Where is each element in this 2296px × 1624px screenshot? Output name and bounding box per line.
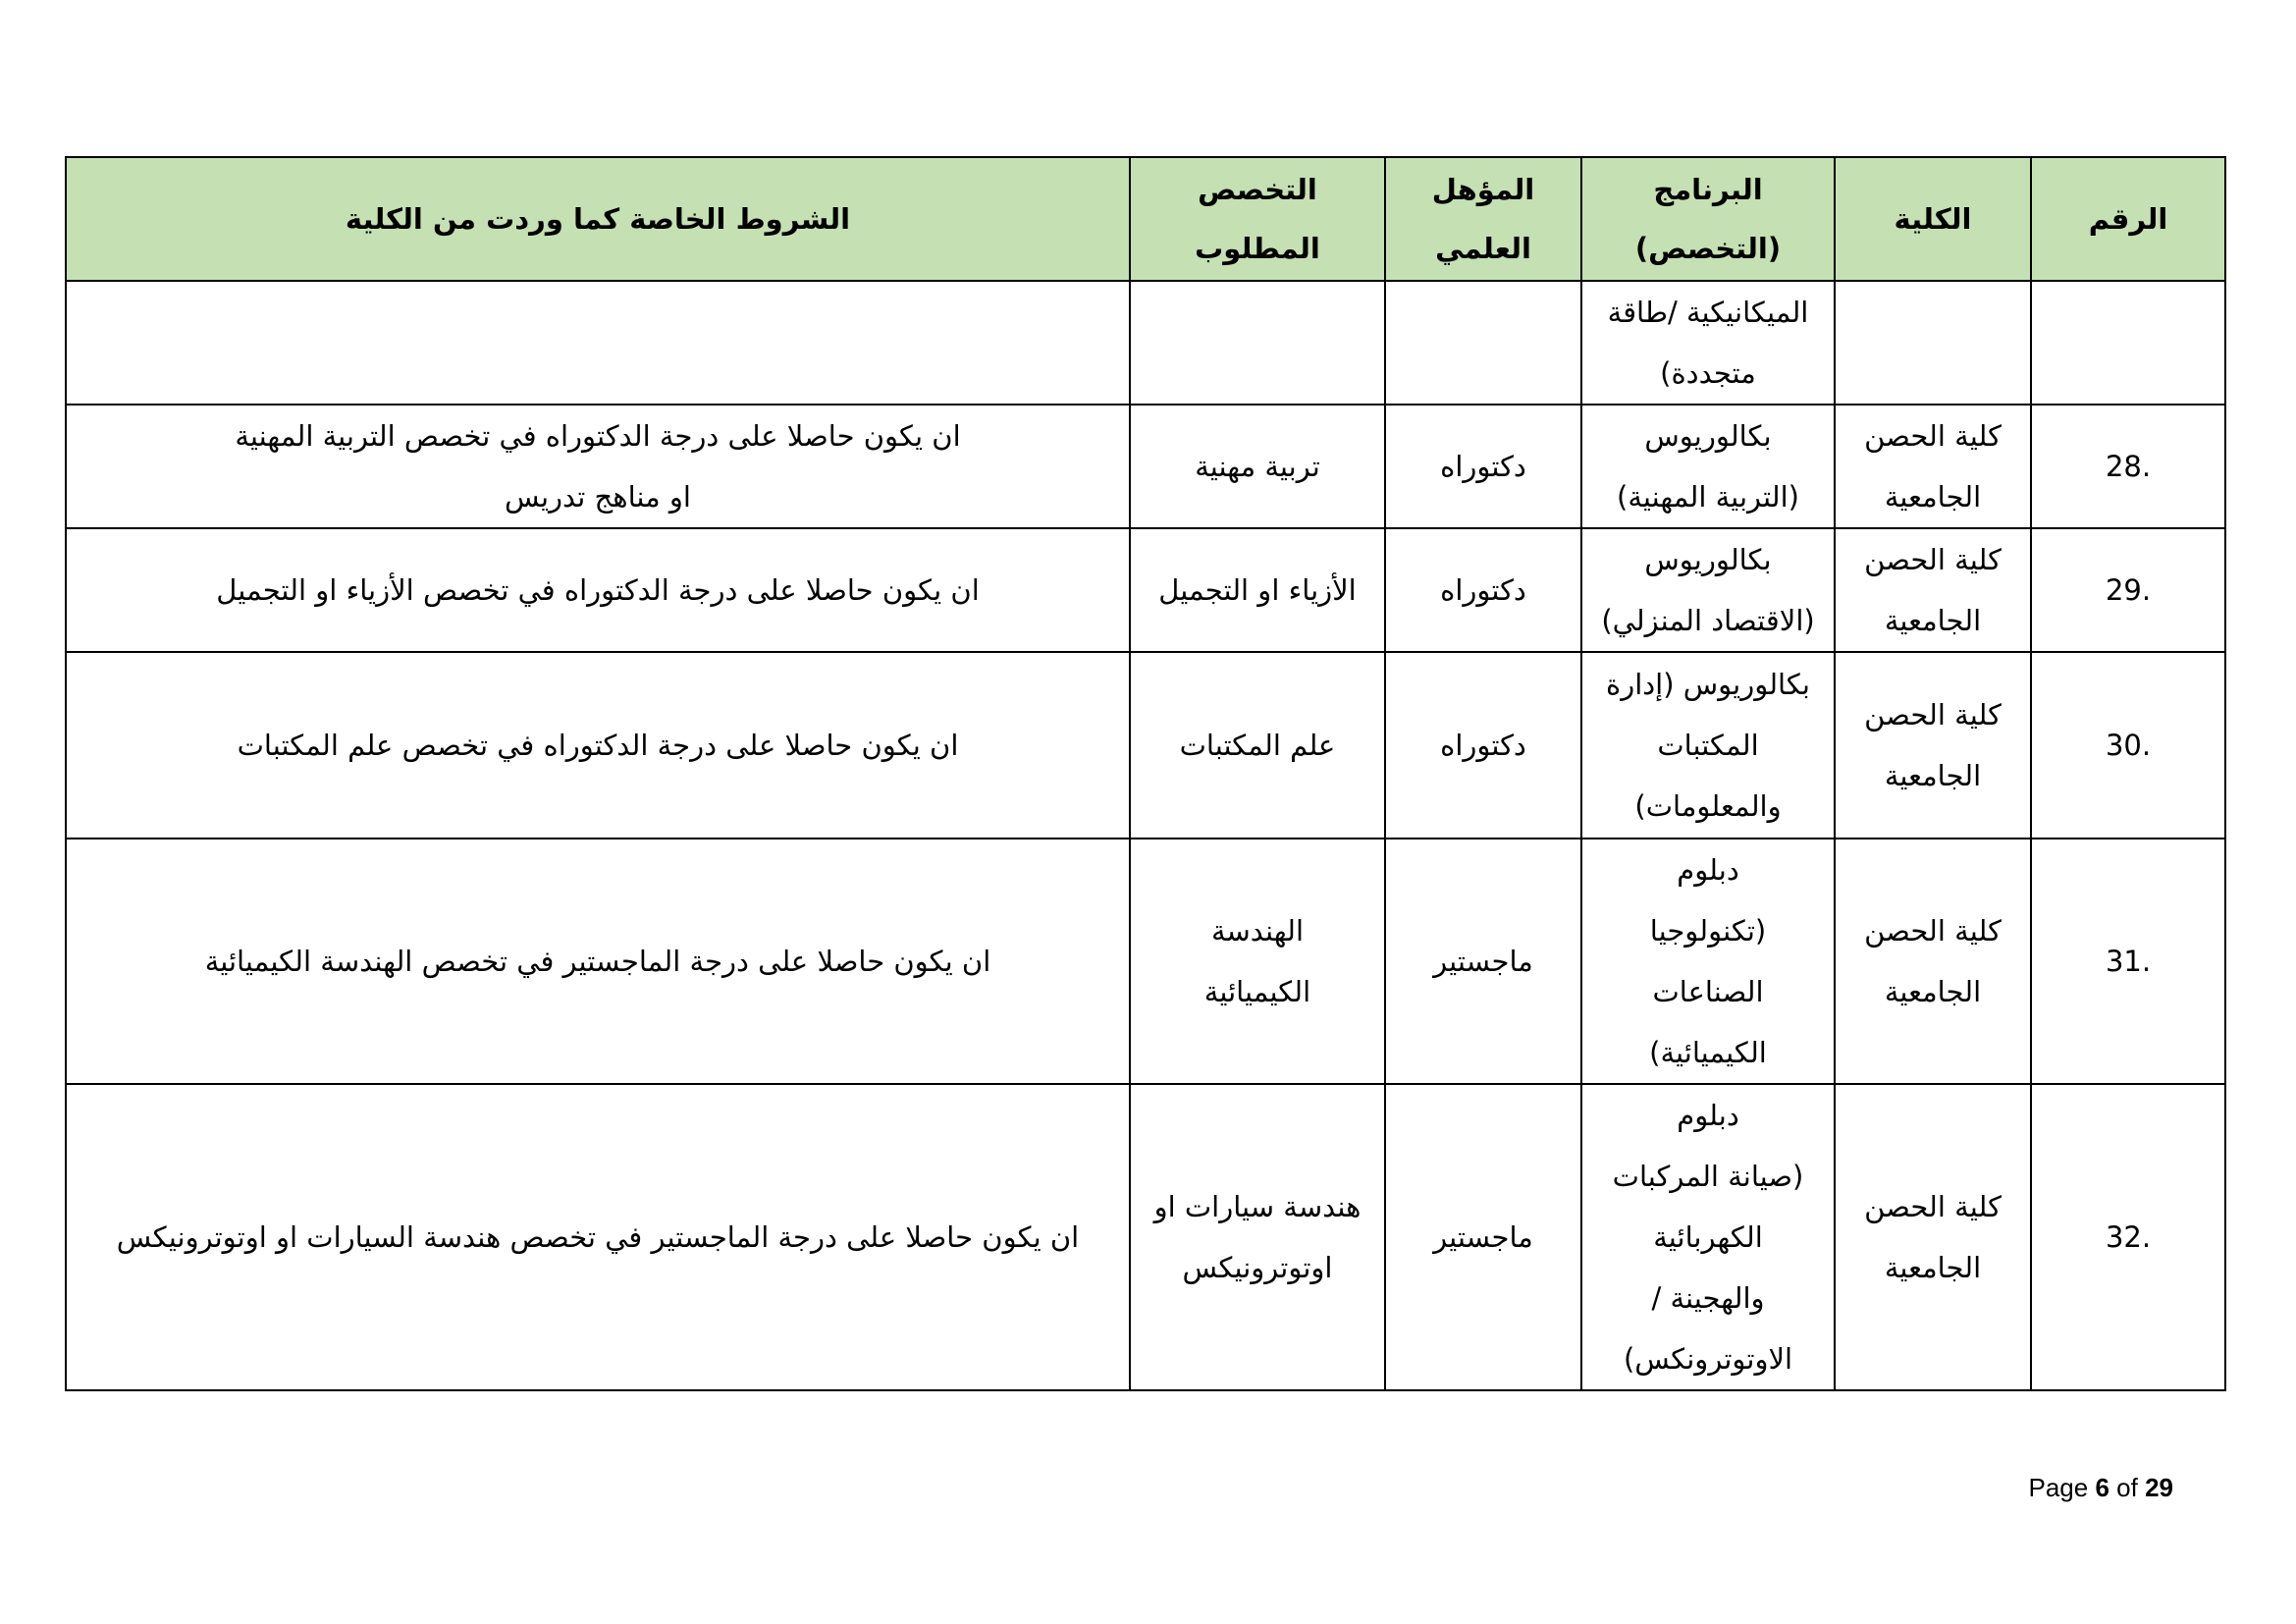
cell-program-line: الكهربائية <box>1653 1220 1763 1254</box>
cell-program <box>1581 652 1835 839</box>
page-label: Page <box>2028 1473 2089 1502</box>
cell-specialization-line: الهندسة <box>1210 914 1305 947</box>
cell-qualification: دكتوراه <box>1385 405 1581 528</box>
cell-conditions <box>66 652 1130 839</box>
cell-specialization <box>1130 528 1385 652</box>
cell-conditions-line: ان يكون حاصلا على درجة الدكتوراه في تخصص التربية المهنية <box>235 419 961 453</box>
cell-college-line: الجامعية <box>1884 975 1982 1008</box>
header-college: الكلية <box>1835 157 2031 281</box>
cell-program-line: متجددة) <box>1660 356 1756 390</box>
cell-college-line: كلية الحصن <box>1864 1190 2002 1223</box>
cell-specialization <box>1130 652 1385 839</box>
table-row <box>66 839 2225 1084</box>
header-qualification-line: العلمي <box>1435 232 1531 265</box>
cell-program-line: دبلوم <box>1677 1099 1739 1132</box>
cell-number <box>2031 405 2225 528</box>
row-number: 28. <box>2105 450 2152 483</box>
header-specialization-line: التخصص <box>1198 173 1317 206</box>
header-program-line: البرنامج <box>1653 173 1763 206</box>
table-body <box>66 281 2225 1390</box>
page-total: 29 <box>2145 1473 2173 1502</box>
header-qualification <box>1385 157 1581 281</box>
cell-number <box>2031 281 2225 405</box>
cell-conditions-line: ان يكون حاصلا على درجة الماجستير في تخصص هندسة السيارات او اوتوترونيكس <box>116 1220 1080 1254</box>
cell-qualification <box>1385 281 1581 405</box>
cell-number <box>2031 528 2225 652</box>
cell-specialization <box>1130 1084 1385 1390</box>
cell-number <box>2031 652 2225 839</box>
row-number: 32. <box>2105 1220 2152 1254</box>
cell-conditions <box>66 405 1130 528</box>
cell-program-line: (تكنولوجيا <box>1649 914 1767 947</box>
cell-specialization-line: تربية مهنية <box>1195 450 1320 483</box>
cell-number <box>2031 839 2225 1084</box>
cell-conditions-line: ان يكون حاصلا على درجة الدكتوراه في تخصص الأزياء او التجميل <box>216 573 980 607</box>
cell-program-line: والهجينة / <box>1651 1281 1765 1315</box>
table-row <box>66 652 2225 839</box>
cell-conditions-line: ان يكون حاصلا على درجة الماجستير في تخصص الهندسة الكيميائية <box>204 945 991 978</box>
row-number: 29. <box>2105 573 2152 607</box>
cell-college-line: كلية الحصن <box>1864 543 2002 576</box>
cell-specialization <box>1130 839 1385 1084</box>
cell-specialization-line: الأزياء او التجميل <box>1158 573 1357 607</box>
cell-program-line: المكتبات <box>1657 729 1759 762</box>
table-header-row <box>66 157 2225 281</box>
header-specialization-line: المطلوب <box>1195 232 1320 265</box>
page-current: 6 <box>2095 1473 2109 1502</box>
cell-specialization <box>1130 405 1385 528</box>
cell-specialization-line: هندسة سيارات او <box>1153 1190 1362 1223</box>
cell-college-line: الجامعية <box>1884 604 1982 637</box>
header-program-line: (التخصص) <box>1634 232 1782 265</box>
page-of-label: of <box>2116 1473 2138 1502</box>
cell-specialization <box>1130 281 1385 405</box>
cell-program <box>1581 1084 1835 1390</box>
cell-number <box>2031 1084 2225 1390</box>
row-number: 31. <box>2105 945 2152 978</box>
cell-conditions-line: او مناهج تدريس <box>505 480 691 514</box>
table-row <box>66 405 2225 528</box>
cell-college-line: الجامعية <box>1884 759 1982 792</box>
cell-program-line: الكيميائية) <box>1649 1036 1767 1069</box>
cell-college <box>1835 528 2031 652</box>
cell-program-line: بكالوريوس <box>1644 419 1772 453</box>
header-conditions: الشروط الخاصة كما وردت من الكلية <box>66 157 1130 281</box>
cell-program-line: الصناعات <box>1652 975 1764 1008</box>
cell-program-line: دبلوم <box>1677 853 1739 887</box>
cell-program-line: بكالوريوس (إدارة <box>1606 668 1810 701</box>
header-number: الرقم <box>2031 157 2225 281</box>
header-specialization <box>1130 157 1385 281</box>
cell-program-line: (الاقتصاد المنزلي) <box>1601 604 1815 637</box>
page-number-footer <box>2028 1473 2173 1503</box>
cell-program-line: الاوتوترونكس) <box>1623 1342 1793 1376</box>
cell-college-line: الجامعية <box>1884 1251 1982 1284</box>
cell-program <box>1581 405 1835 528</box>
cell-college-line: الجامعية <box>1884 480 1982 514</box>
table-row <box>66 528 2225 652</box>
cell-specialization-line: علم المكتبات <box>1179 729 1336 762</box>
cell-college <box>1835 839 2031 1084</box>
cell-qualification: دكتوراه <box>1385 652 1581 839</box>
cell-program-line: (صيانة المركبات <box>1612 1160 1804 1193</box>
cell-college <box>1835 1084 2031 1390</box>
cell-college-line: كلية الحصن <box>1864 698 2002 731</box>
cell-college <box>1835 405 2031 528</box>
cell-program <box>1581 281 1835 405</box>
cell-program-line: بكالوريوس <box>1644 543 1772 576</box>
header-program <box>1581 157 1835 281</box>
cell-program-line: الميكانيكية /طاقة <box>1607 296 1809 329</box>
cell-qualification: ماجستير <box>1385 839 1581 1084</box>
cell-conditions <box>66 528 1130 652</box>
header-qualification-line: المؤهل <box>1431 173 1535 206</box>
requirements-table <box>65 156 2226 1391</box>
cell-qualification: ماجستير <box>1385 1084 1581 1390</box>
cell-specialization-line: اوتوترونيكس <box>1182 1251 1333 1284</box>
table-row-continuation <box>66 281 2225 405</box>
cell-conditions <box>66 281 1130 405</box>
cell-college-line: كلية الحصن <box>1864 914 2002 947</box>
cell-conditions <box>66 839 1130 1084</box>
cell-program-line: (التربية المهنية) <box>1617 480 1799 514</box>
cell-program <box>1581 528 1835 652</box>
cell-specialization-line: الكيميائية <box>1203 975 1311 1008</box>
cell-qualification: دكتوراه <box>1385 528 1581 652</box>
table-row <box>66 1084 2225 1390</box>
cell-college-line: كلية الحصن <box>1864 419 2002 453</box>
cell-conditions <box>66 1084 1130 1390</box>
row-number: 30. <box>2105 729 2152 762</box>
cell-program <box>1581 839 1835 1084</box>
cell-college <box>1835 281 2031 405</box>
cell-program-line: والمعلومات) <box>1634 789 1782 823</box>
cell-conditions-line: ان يكون حاصلا على درجة الدكتوراه في تخصص علم المكتبات <box>237 729 959 762</box>
cell-college <box>1835 652 2031 839</box>
requirements-sheet <box>65 156 2224 1391</box>
